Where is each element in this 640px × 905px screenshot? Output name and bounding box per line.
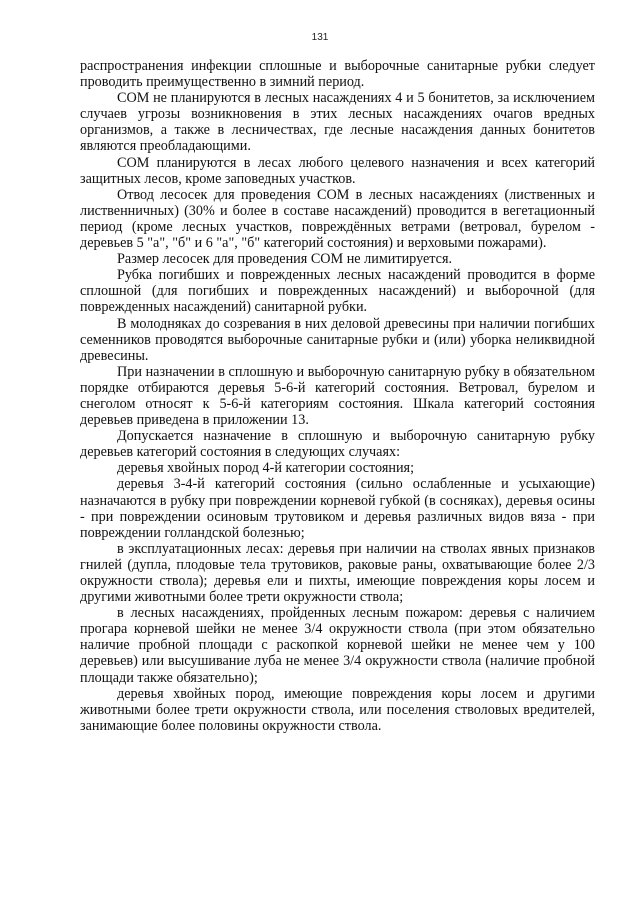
list-item-3: в эксплуатационных лесах: деревья при наличии на стволах явных признаков гнилей (дупла, плодовые тела трутовиков, раковые раны, охватывающие более 2/3 окружности ствола); деревья ели и пихты, имеющие повреждения коры лосем и другими животными более трети окружности ствола; — [80, 540, 595, 606]
list-item-1: деревья хвойных пород 4-й категории состояния; — [117, 460, 415, 477]
paragraph-6: Рубка погибших и поврежденных лесных насаждений проводится в форме сплошной (для погибших и поврежденных насаждений) и выборочной (для поврежденных насаждений) санитарной рубки. — [80, 267, 595, 316]
paragraph-8: При назначении в сплошную и выборочную санитарную рубку в обязательном порядке отбираются деревья 5-6-й категорий состояния. Ветровал, бурелом и снеголом относят к 5-6-й категориям состояния. Шкала категорий состояния деревьев приведена в приложении 13. — [80, 363, 595, 429]
paragraph-5: Размер лесосек для проведения СОМ не лимитируется. — [117, 251, 453, 268]
paragraph-3: СОМ планируются в лесах любого целевого назначения и всех категорий защитных лесов, кроме заповедных участков. — [80, 154, 595, 187]
list-item-2: деревья 3-4-й категорий состояния (сильно ослабленные и усыхающие) назначаются в рубку при повреждении корневой губкой (в сосняках), деревья осины - при повреждении осиновым трутовиком и деревья различных видов вяза - при повреждении голландской болезнью; — [80, 476, 595, 541]
list-item-5: деревья хвойных пород, имеющие повреждения коры лосем и другими животными более трети окружности ствола, или поселения стволовых вредителей, занимающие более половины окружности ствола. — [80, 685, 595, 734]
paragraph-7: В молодняках до созревания в них деловой древесины при наличии погибших семенников проводятся выборочные санитарные рубки и (или) уборка неликвидной древесины. — [80, 315, 595, 364]
list-item-4: в лесных насаждениях, пройденных лесным пожаром: деревья с наличием прогара корневой шейки не менее 3/4 окружности ствола (при этом обязательно наличие пробной площади с раскопкой корневой шейки не менее чем у 100 деревьев) или высушивание луба не менее 3/4 окружности ствола (наличие пробной площади также обязательно); — [80, 605, 595, 686]
body-text — [80, 58, 595, 734]
page-number: 131 — [311, 32, 329, 43]
paragraph-2: СОМ не планируются в лесных насаждениях 4 и 5 бонитетов, за исключением случаев угрозы возникновения в этих лесных насаждениях очагов вредных организмов, а также в лесничествах, где лесные насаждения данных бонитетов являются преобладающими. — [80, 90, 595, 155]
paragraph-1: распространения инфекции сплошные и выборочные санитарные рубки следует проводить преимущественно в зимний период. — [80, 58, 595, 91]
paragraph-9: Допускается назначение в сплошную и выборочную санитарную рубку деревьев категорий состояния в следующих случаях: — [80, 428, 595, 461]
paragraph-4: Отвод лесосек для проведения СОМ в лесных насаждениях (лиственных и лиственничных) (30% и более в составе насаждений) проводится в вегетационный период (кроме лесных участков, повреждённых ветрами (ветровал, бурелом - деревьев 5 "а", "б" и 6 "а", "б" категорий состояния) и верховыми пожарами). — [80, 186, 595, 252]
